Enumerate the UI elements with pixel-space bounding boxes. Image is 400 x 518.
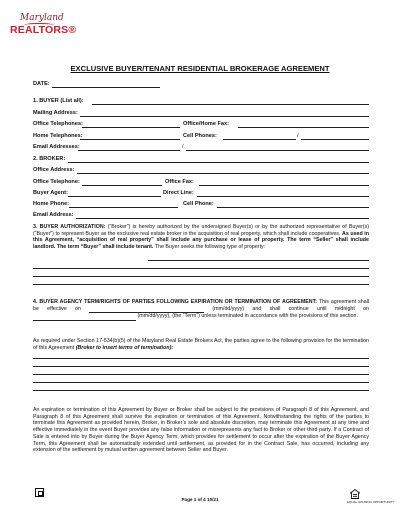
buyer-authorization-definitions: As used in this Agreement, “acquisition of real property” shall include any purchase or lease of property. The term “Seller” shall include landlord. The term “Buyer” shall include tenant. [33, 230, 369, 251]
buyer-email-separator: / [182, 144, 184, 150]
buyer-label: 1. BUYER (List all): [33, 98, 84, 104]
broker-office-fax-label: Office Fax: [165, 179, 194, 185]
term-effective-text: This agreement shall be effective on [33, 299, 370, 312]
buyer-authorization-paragraph [33, 224, 369, 251]
buyer-office-tel-field[interactable] [82, 127, 180, 128]
termination-provision-text: As required under Section 17-534(b)(5) of the Maryland Real Estate Brokers Act, the parties agree to the following provision for the termination of this Agreement [33, 338, 369, 351]
termination-terms-field-1[interactable] [33, 358, 369, 359]
property-type-field-1[interactable] [148, 260, 369, 261]
cell-phone-field[interactable] [217, 207, 369, 208]
buyer-email-field-2[interactable] [186, 150, 369, 151]
buyer-cell-field-2[interactable] [301, 139, 369, 140]
term-end-date-field[interactable] [33, 313, 136, 321]
date-field[interactable] [52, 87, 160, 88]
email-address-field[interactable] [76, 218, 369, 219]
property-type-field-2[interactable] [33, 268, 369, 269]
buyer-office-fax-field[interactable] [238, 127, 369, 128]
broker-office-address-field[interactable] [77, 173, 369, 174]
termination-terms-field-2[interactable] [33, 366, 369, 367]
termination-terms-field-3[interactable] [33, 374, 369, 375]
buyer-agency-term-paragraph [33, 299, 369, 321]
buyer-home-tel-field[interactable] [80, 139, 180, 140]
buyer-authorization-text: (“Broker”) is hereby authorized by the undersigned Buyer(s) or by the authorized representative of Buyer(s) (“Buyer”) to represent Buyer as the exclusive real estate broker in the acquisition of real property, which shall include cooperatives. [33, 224, 369, 237]
equal-housing-icon [350, 489, 360, 499]
page-footer: Page 1 of 4 10/21 [181, 497, 219, 502]
buyer-office-fax-label: Office/Home Fax: [183, 121, 230, 127]
direct-line-label: Direct Line: [163, 190, 194, 196]
page-title: EXCLUSIVE BUYER/TENANT RESIDENTIAL BROKERAGE AGREEMENT [70, 64, 330, 73]
buyer-agency-term-heading: 4. BUYER AGENCY TERM/RIGHTS OF PARTIES FOLLOWING EXPIRATION OR TERMINATION OF AGREEMENT: [33, 299, 318, 305]
realtor-logo-icon [35, 488, 44, 497]
buyer-cell-separator: / [297, 133, 299, 139]
buyer-office-tel-label: Office Telephones: [33, 121, 83, 127]
home-phone-field[interactable] [69, 207, 178, 208]
buyer-home-tel-label: Home Telephones: [33, 133, 83, 139]
email-address-label: Email Address: [33, 212, 74, 218]
termination-terms-field-5[interactable] [33, 390, 369, 391]
broker-field[interactable] [68, 162, 369, 163]
broker-label: 2. BROKER: [33, 156, 66, 162]
buyer-email-label: Email Addresses: [33, 144, 80, 150]
property-type-field-3[interactable] [33, 276, 369, 277]
logo-script-text: Maryland [20, 13, 64, 23]
term-continue-text: (mm/dd/yyyy) and shall continue until midnight on [204, 305, 369, 312]
termination-provision-paragraph [33, 338, 369, 351]
broker-office-tel-field[interactable] [82, 185, 162, 186]
maryland-realtors-logo [6, 13, 77, 43]
buyer-authorization-heading: 3. BUYER AUTHORIZATION: [33, 224, 106, 230]
broker-office-fax-field[interactable] [199, 185, 369, 186]
buyer-agent-field[interactable] [68, 196, 161, 197]
property-type-field-4[interactable] [33, 284, 369, 285]
buyer-mailing-field[interactable] [80, 116, 369, 117]
termination-provision-instruction: (Broker to insert terms of termination): [75, 344, 174, 351]
property-type-prompt: The Buyer seeks the following type of property: [153, 244, 266, 251]
buyer-cell-label: Cell Phones: [183, 133, 217, 139]
buyer-cell-field-1[interactable] [223, 139, 296, 140]
broker-office-address-label: Office Address: [33, 167, 75, 173]
broker-office-tel-label: Office Telephone: [33, 179, 80, 185]
home-phone-label: Home Phone: [33, 201, 70, 207]
term-start-date-field[interactable] [89, 306, 204, 314]
buyer-agent-label: Buyer Agent: [33, 190, 68, 196]
cell-phone-label: Cell Phone: [183, 201, 214, 207]
buyer-email-field-1[interactable] [78, 150, 180, 151]
buyer-mailing-label: Mailing Address: [33, 110, 78, 116]
equal-housing-caption: EQUAL HOUSING OPPORTUNITY [347, 500, 395, 504]
term-closing-text: (mm/dd/yyyy), (the “Term”) unless terminated in accordance with the provisions of this section. [136, 313, 358, 320]
logo-brand-text: REALTORS® [10, 24, 77, 36]
termination-terms-field-4[interactable] [33, 382, 369, 383]
date-label: DATE: [33, 81, 50, 87]
direct-line-field[interactable] [197, 196, 369, 197]
expiration-paragraph: An expiration or termination of this Agreement by Buyer or Broker shall be subject to the provisions of Paragraph 8 of this Agreement, and Paragraph 8 of this Agreement shall survive the expiration or termination of this Agreement. Notwithstanding the rights of the parties to terminate this Agreement as provided herein, Broker, in Broker’s sole and absolute discretion, may terminate this Agreement at any time and effective immediately in the event Buyer provides any false information or misrepresents any fact to Broker or other third party. If a Contract of Sale is entered into by Buyer during the Buyer Agency Term, which provides for settlement to occur after the expiration of the Buyer Agency Term, this Agreement shall be automatically extended until settlement, as provided for in the Contract Sale, has occurred, including any extension of the settlement by mutual written agreement between Seller and Buyer. [33, 407, 369, 454]
buyer-names-field[interactable] [92, 104, 369, 105]
